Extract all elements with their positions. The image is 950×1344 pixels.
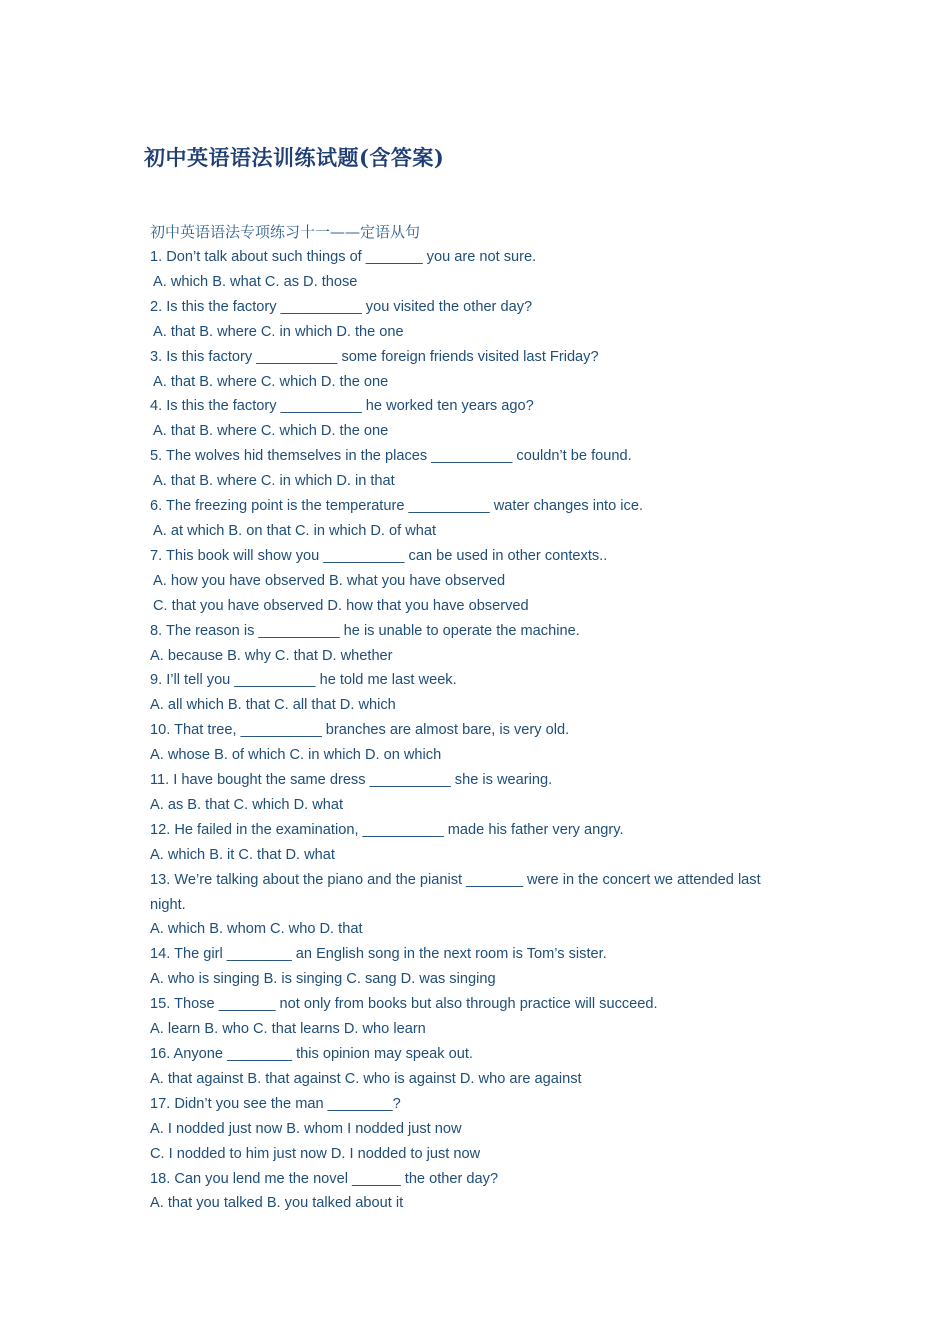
question-line: 14. The girl ________ an English song in the next room is Tom’s sister.: [150, 946, 607, 963]
options-line: A. I nodded just now B. whom I nodded just now: [150, 1120, 462, 1137]
options-line: A. that B. where C. which D. the one: [153, 423, 389, 440]
options-line: C. that you have observed D. how that you have observed: [153, 597, 529, 614]
question-line: 16. Anyone ________ this opinion may speak out.: [150, 1046, 473, 1062]
question-line: 13. We’re talking about the piano and the pianist _______ were in the concert we attended last night.: [150, 871, 761, 913]
options-line: A. all which B. that C. all that D. which: [150, 697, 396, 714]
options-line: A. who is singing B. is singing C. sang D. was singing: [150, 971, 496, 988]
question-list: [150, 245, 790, 1216]
options-line: A. that B. where C. which D. the one: [153, 373, 389, 390]
options-line: A. how you have observed B. what you have observed: [153, 572, 506, 589]
question-line: 12. He failed in the examination, __________ made his father very angry.: [150, 821, 624, 838]
question-line: 15. Those _______ not only from books but also through practice will succeed.: [150, 996, 658, 1013]
options-line: A. learn B. who C. that learns D. who learn: [150, 1021, 426, 1038]
section-heading: 初中英语语法专项练习十一——定语从句: [150, 223, 421, 241]
options-line: A. which B. it C. that D. what: [150, 846, 335, 863]
question-line: 9. I’ll tell you __________ he told me last week.: [150, 672, 457, 689]
options-line: A. which B. whom C. who D. that: [150, 921, 363, 938]
options-line: A. that B. where C. in which D. the one: [153, 323, 404, 340]
question-line: 17. Didn’t you see the man ________?: [150, 1095, 401, 1112]
question-line: 1. Don’t talk about such things of _______ you are not sure.: [150, 249, 537, 265]
question-line: 5. The wolves hid themselves in the places __________ couldn’t be found.: [150, 448, 632, 465]
question-line: 11. I have bought the same dress __________ she is wearing.: [150, 772, 553, 789]
document-body: [150, 220, 790, 1216]
options-line: A. as B. that C. which D. what: [150, 796, 344, 813]
question-line: 7. This book will show you __________ can be used in other contexts..: [150, 547, 608, 564]
options-line: A. that against B. that against C. who is against D. who are against: [150, 1070, 582, 1087]
question-line: 6. The freezing point is the temperature __________ water changes into ice.: [150, 498, 643, 515]
question-line: 18. Can you lend me the novel ______ the other day?: [150, 1170, 499, 1187]
options-line: A. that you talked B. you talked about it: [150, 1195, 404, 1212]
question-line: 10. That tree, __________ branches are almost bare, is very old.: [150, 722, 570, 739]
question-line: 4. Is this the factory __________ he worked ten years ago?: [150, 398, 534, 415]
options-line: A. at which B. on that C. in which D. of what: [153, 522, 437, 539]
question-line: 2. Is this the factory __________ you visited the other day?: [150, 298, 533, 315]
options-line: A. that B. where C. in which D. in that: [153, 473, 395, 490]
question-line: 3. Is this factory __________ some foreign friends visited last Friday?: [150, 348, 599, 365]
question-line: 8. The reason is __________ he is unable to operate the machine.: [150, 622, 580, 639]
options-line: A. which B. what C. as D. those: [153, 273, 358, 290]
page-title: 初中英语语法训练试题(含答案): [144, 145, 445, 170]
options-line: C. I nodded to him just now D. I nodded to just now: [150, 1145, 481, 1162]
options-line: A. because B. why C. that D. whether: [150, 647, 393, 664]
options-line: A. whose B. of which C. in which D. on which: [150, 747, 442, 764]
